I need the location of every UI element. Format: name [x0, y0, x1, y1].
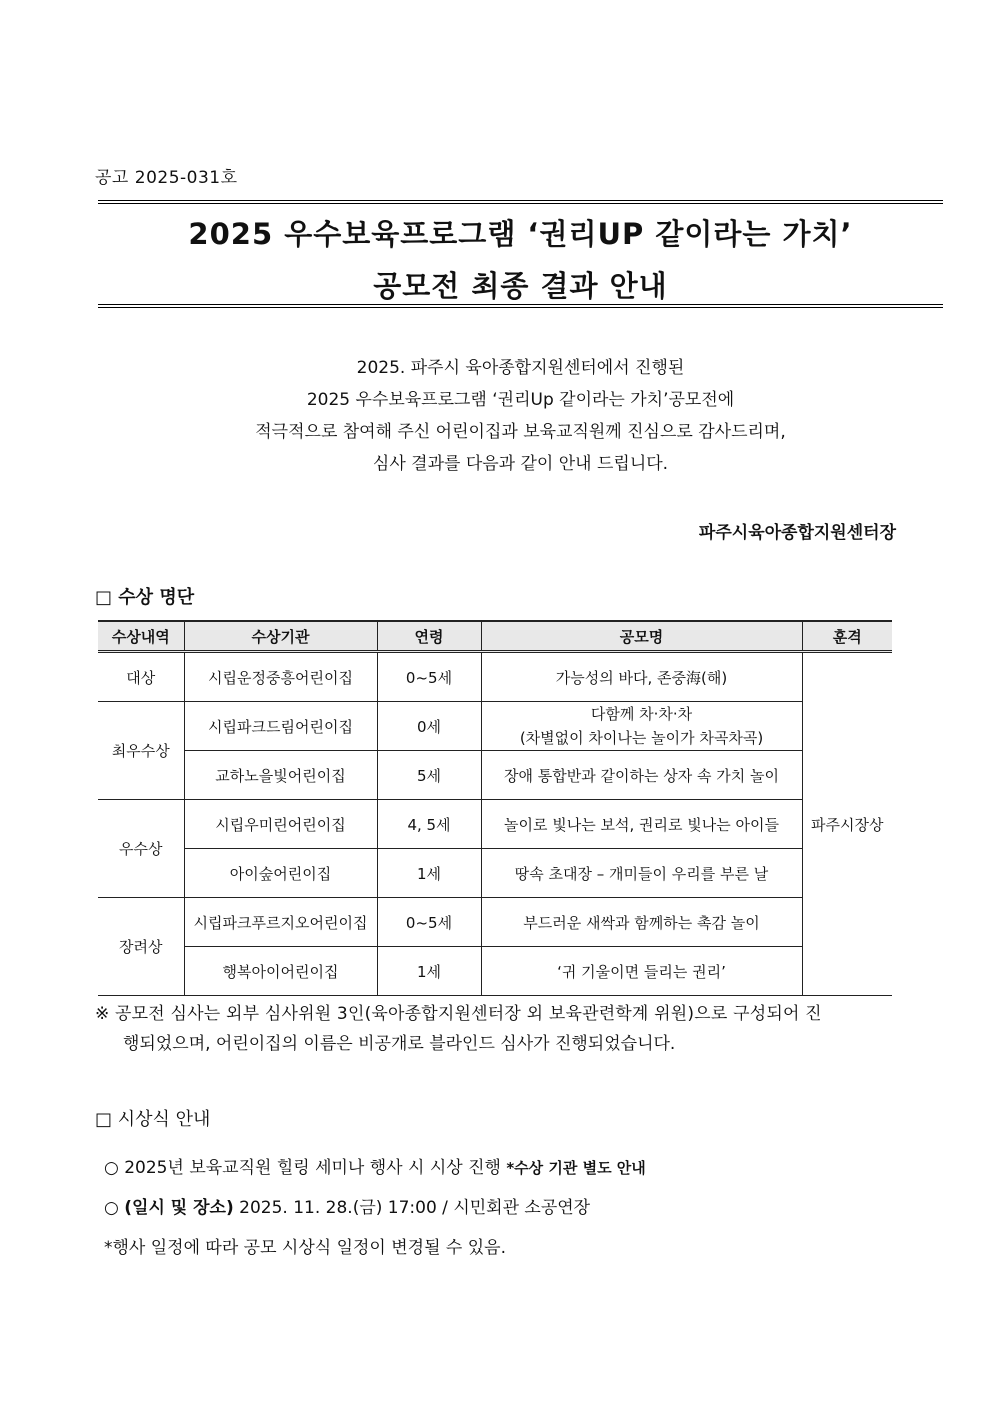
table-row: [98, 849, 892, 898]
bullet-2-bold: (일시 및 장소): [124, 1198, 234, 1218]
header-org: 수상기관: [184, 621, 377, 652]
ceremony-bullet-1: [104, 1153, 646, 1178]
title-cell: ‘귀 기울이면 들리는 권리’: [481, 947, 802, 996]
title-top-rule: [98, 200, 943, 204]
title-cell: 놀이로 빛나는 보석, 권리로 빛나는 아이들: [481, 800, 802, 849]
age-cell: 0~5세: [377, 652, 481, 702]
award-cell: 장려상: [98, 898, 184, 996]
title-cell: 장애 통합반과 같이하는 상자 속 가치 놀이: [481, 751, 802, 800]
age-cell: 0~5세: [377, 898, 481, 947]
age-cell: 5세: [377, 751, 481, 800]
header-title: 공모명: [481, 621, 802, 652]
table-row: [98, 652, 892, 702]
footnote-line-1: ※ 공모전 심사는 외부 심사위원 3인(육아종합지원센터장 외 보육관련학계 위원)으로 구성되어 진: [95, 1004, 822, 1024]
bullet-1-text: ○ 2025년 보육교직원 힐링 세미나 행사 시 시상 진행: [104, 1158, 507, 1178]
awards-table: [98, 620, 892, 996]
bullet-2-prefix: ○: [104, 1198, 125, 1218]
table-row: [98, 898, 892, 947]
title-cell: 부드러운 새싹과 함께하는 촉감 놀이: [481, 898, 802, 947]
header-award: 수상내역: [98, 621, 184, 652]
title-cell-line-2: (차별없이 차이나는 놀이가 차곡차곡): [519, 729, 764, 747]
intro-line-1: 2025. 파주시 육아종합지원센터에서 진행된: [356, 358, 685, 378]
intro-line-4: 심사 결과를 다음과 같이 안내 드립니다.: [372, 454, 669, 474]
award-cell: 대상: [98, 652, 184, 702]
title-cell: [481, 702, 802, 751]
org-cell: 시립파크푸르지오어린이집: [184, 898, 377, 947]
page-title: 2025 우수보육프로그램 ‘권리UP 같이라는 가치’: [188, 217, 853, 251]
ceremony-heading: □ 시상식 안내: [95, 1109, 211, 1130]
footnote-line-2: 행되었으며, 어린이집의 이름은 비공개로 블라인드 심사가 진행되었습니다.: [123, 1034, 676, 1054]
ceremony-bullet-2: [104, 1193, 590, 1218]
org-cell: 행복아이어린이집: [184, 947, 377, 996]
table-row: [98, 947, 892, 996]
age-cell: 1세: [377, 849, 481, 898]
honor-cell: 파주시장상: [802, 652, 892, 996]
header-honor: 훈격: [802, 621, 892, 652]
table-header-row: [98, 621, 892, 652]
judging-footnote: [95, 999, 900, 1059]
intro-line-2: 2025 우수보육프로그램 ‘권리Up 같이라는 가치’공모전에: [306, 390, 735, 410]
org-cell: 교하노을빛어린이집: [184, 751, 377, 800]
header-age: 연령: [377, 621, 481, 652]
table-row: [98, 751, 892, 800]
notice-number: 공고 2025-031호: [95, 168, 238, 188]
intro-line-3: 적극적으로 참여해 주신 어린이집과 보육교직원께 진심으로 감사드리며,: [255, 422, 786, 442]
title-cell: 가능성의 바다, 존중海(해): [481, 652, 802, 702]
age-cell: 0세: [377, 702, 481, 751]
bullet-1-bold: *수상 기관 별도 안내: [506, 1159, 646, 1177]
title-cell: 땅속 초대장 – 개미들이 우리를 부른 날: [481, 849, 802, 898]
page-subtitle: 공모전 최종 결과 안내: [373, 269, 668, 303]
org-cell: 시립우미린어린이집: [184, 800, 377, 849]
title-cell-line-1: 다함께 차·차·차: [590, 705, 693, 723]
table-row: [98, 702, 892, 751]
table-row: [98, 800, 892, 849]
award-cell: 우수상: [98, 800, 184, 898]
title-bottom-rule: [98, 304, 943, 308]
awards-heading: □ 수상 명단: [95, 587, 195, 608]
org-cell: 시립파크드림어린이집: [184, 702, 377, 751]
org-cell: 아이숲어린이집: [184, 849, 377, 898]
award-cell: 최우수상: [98, 702, 184, 800]
intro-paragraph: [98, 352, 943, 480]
bullet-2-text: 2025. 11. 28.(금) 17:00 / 시민회관 소공연장: [233, 1198, 591, 1218]
org-cell: 시립운정중흥어린이집: [184, 652, 377, 702]
schedule-note: *행사 일정에 따라 공모 시상식 일정이 변경될 수 있음.: [104, 1238, 506, 1258]
age-cell: 1세: [377, 947, 481, 996]
signature: 파주시육아종합지원센터장: [698, 523, 896, 543]
age-cell: 4, 5세: [377, 800, 481, 849]
